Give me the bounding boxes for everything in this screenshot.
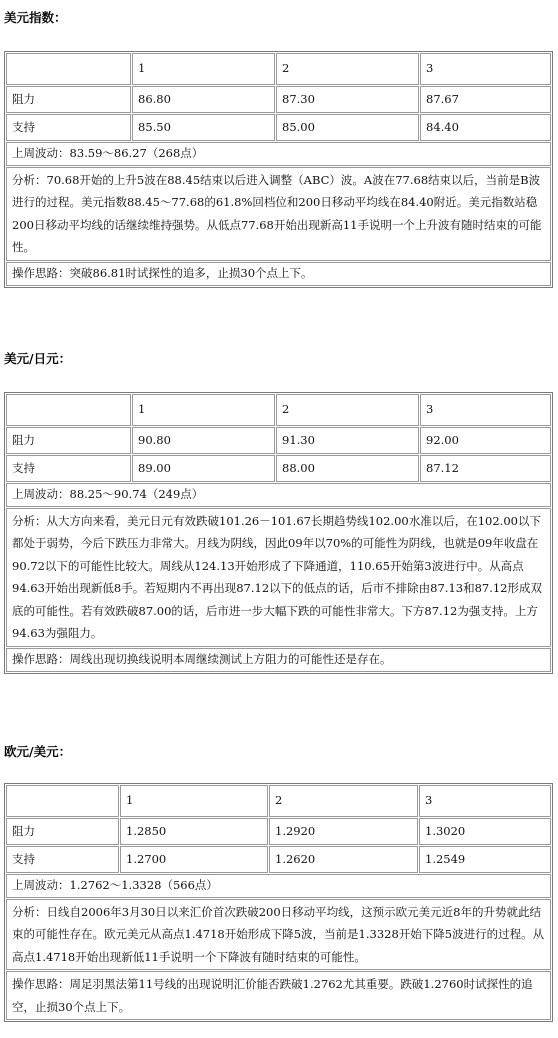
section-title-usd-index: 美元指数： — [4, 10, 67, 25]
table-header-row — [6, 785, 551, 817]
table-cell: 1.3020 — [419, 818, 551, 845]
header-cell: 2 — [269, 785, 418, 817]
strategy-text: 操作思路：突破86.81时试探性的追多，止损30个点上下。 — [6, 262, 551, 286]
table-row-strategy — [6, 971, 551, 1020]
table-cell: 87.30 — [276, 86, 419, 113]
weekly-range-text: 上周波动：1.2762～1.3328（566点） — [6, 874, 551, 898]
analysis-text: 分析：70.68开始的上升5波在88.45结束以后进入调整（ABC）波。A波在77.68结束以后，当前是B波进行的过程。美元指数88.45～77.68的61.8%回档位和200日移动平均线在84.40附近。美元指数站稳200日移动平均线的话继续维持强势。从低点77.68开始出现新高11手说明一个上升波有随时结束的可能性。 — [6, 167, 551, 261]
table-cell: 87.12 — [420, 455, 551, 482]
row-label: 阻力 — [6, 818, 119, 845]
header-cell: 3 — [420, 53, 551, 85]
header-cell: 3 — [419, 785, 551, 817]
row-label: 支持 — [6, 114, 131, 141]
header-cell: 1 — [132, 53, 275, 85]
table-cell: 1.2620 — [269, 846, 418, 873]
section-title-usd-jpy: 美元/日元： — [4, 351, 72, 366]
header-cell: 2 — [276, 53, 419, 85]
table-cell: 86.80 — [132, 86, 275, 113]
table-header-row — [6, 394, 551, 426]
header-cell: 3 — [420, 394, 551, 426]
analysis-text: 分析：日线自2006年3月30日以来汇价首次跌破200日移动平均线，这预示欧元美元近8年的升势就此结束的可能性存在。欧元美元从高点1.4718开始形成下降5波，当前是1.3328开始下降5波进行的过程。从高点1.4718开始出现新低11手说明一个下降波有随时结束的可能性。 — [6, 899, 551, 970]
table-cell: 87.67 — [420, 86, 551, 113]
row-label: 支持 — [6, 455, 131, 482]
strategy-text: 操作思路：周线出现切换线说明本周继续测试上方阻力的可能性还是存在。 — [6, 648, 551, 672]
header-cell — [6, 53, 131, 85]
header-cell: 1 — [132, 394, 275, 426]
section-title-eur-usd: 欧元/美元： — [4, 744, 72, 759]
header-cell: 2 — [276, 394, 419, 426]
weekly-range-text: 上周波动：83.59～86.27（268点） — [6, 142, 551, 166]
table-row-weekly-range — [6, 874, 551, 898]
table-cell: 88.00 — [276, 455, 419, 482]
eur-usd-table — [4, 783, 553, 1022]
table-cell: 92.00 — [420, 427, 551, 454]
header-cell — [6, 394, 131, 426]
row-label: 阻力 — [6, 427, 131, 454]
table-row-analysis — [6, 508, 551, 647]
table-row-strategy — [6, 648, 551, 672]
table-cell: 1.2549 — [419, 846, 551, 873]
table-cell: 85.00 — [276, 114, 419, 141]
table-row-support — [6, 846, 551, 873]
table-row-weekly-range — [6, 483, 551, 507]
table-row-resistance — [6, 427, 551, 454]
table-cell: 85.50 — [132, 114, 275, 141]
row-label: 支持 — [6, 846, 119, 873]
header-cell: 1 — [120, 785, 268, 817]
table-cell: 1.2920 — [269, 818, 418, 845]
table-row-resistance — [6, 818, 551, 845]
usd-index-table — [4, 51, 553, 288]
table-row-weekly-range — [6, 142, 551, 166]
table-row-strategy — [6, 262, 551, 286]
table-cell: 91.30 — [276, 427, 419, 454]
table-row-analysis — [6, 167, 551, 261]
row-label: 阻力 — [6, 86, 131, 113]
table-cell: 1.2850 — [120, 818, 268, 845]
strategy-text: 操作思路：周足羽黑法第11号线的出现说明汇价能否跌破1.2762尤其重要。跌破1.2760时试探性的追空，止损30个点上下。 — [6, 971, 551, 1020]
table-row-analysis — [6, 899, 551, 970]
table-cell: 84.40 — [420, 114, 551, 141]
table-cell: 1.2700 — [120, 846, 268, 873]
table-row-support — [6, 455, 551, 482]
table-row-resistance — [6, 86, 551, 113]
header-cell — [6, 785, 119, 817]
usd-jpy-table — [4, 392, 553, 674]
table-header-row — [6, 53, 551, 85]
table-cell: 89.00 — [132, 455, 275, 482]
analysis-text: 分析：从大方向来看，美元日元有效跌破101.26－101.67长期趋势线102.00水准以后，在102.00以下都处于弱势，今后下跌压力非常大。月线为阴线，因此09年以70%的可能性为阴线，也就是09年收盘在90.72以下的可能性比较大。周线从124.13开始形成了下降通道，110.65开始第3波进行中。从高点94.63开始出现新低8手。若短期内不再出现87.12以下的低点的话，后市不排除由87.13和87.12形成双底的可能性。若有效跌破87.00的话，后市进一步大幅下跌的可能性非常大。下方87.12为强支持。上方94.63为强阻力。 — [6, 508, 551, 647]
table-row-support — [6, 114, 551, 141]
weekly-range-text: 上周波动：88.25～90.74（249点） — [6, 483, 551, 507]
table-cell: 90.80 — [132, 427, 275, 454]
